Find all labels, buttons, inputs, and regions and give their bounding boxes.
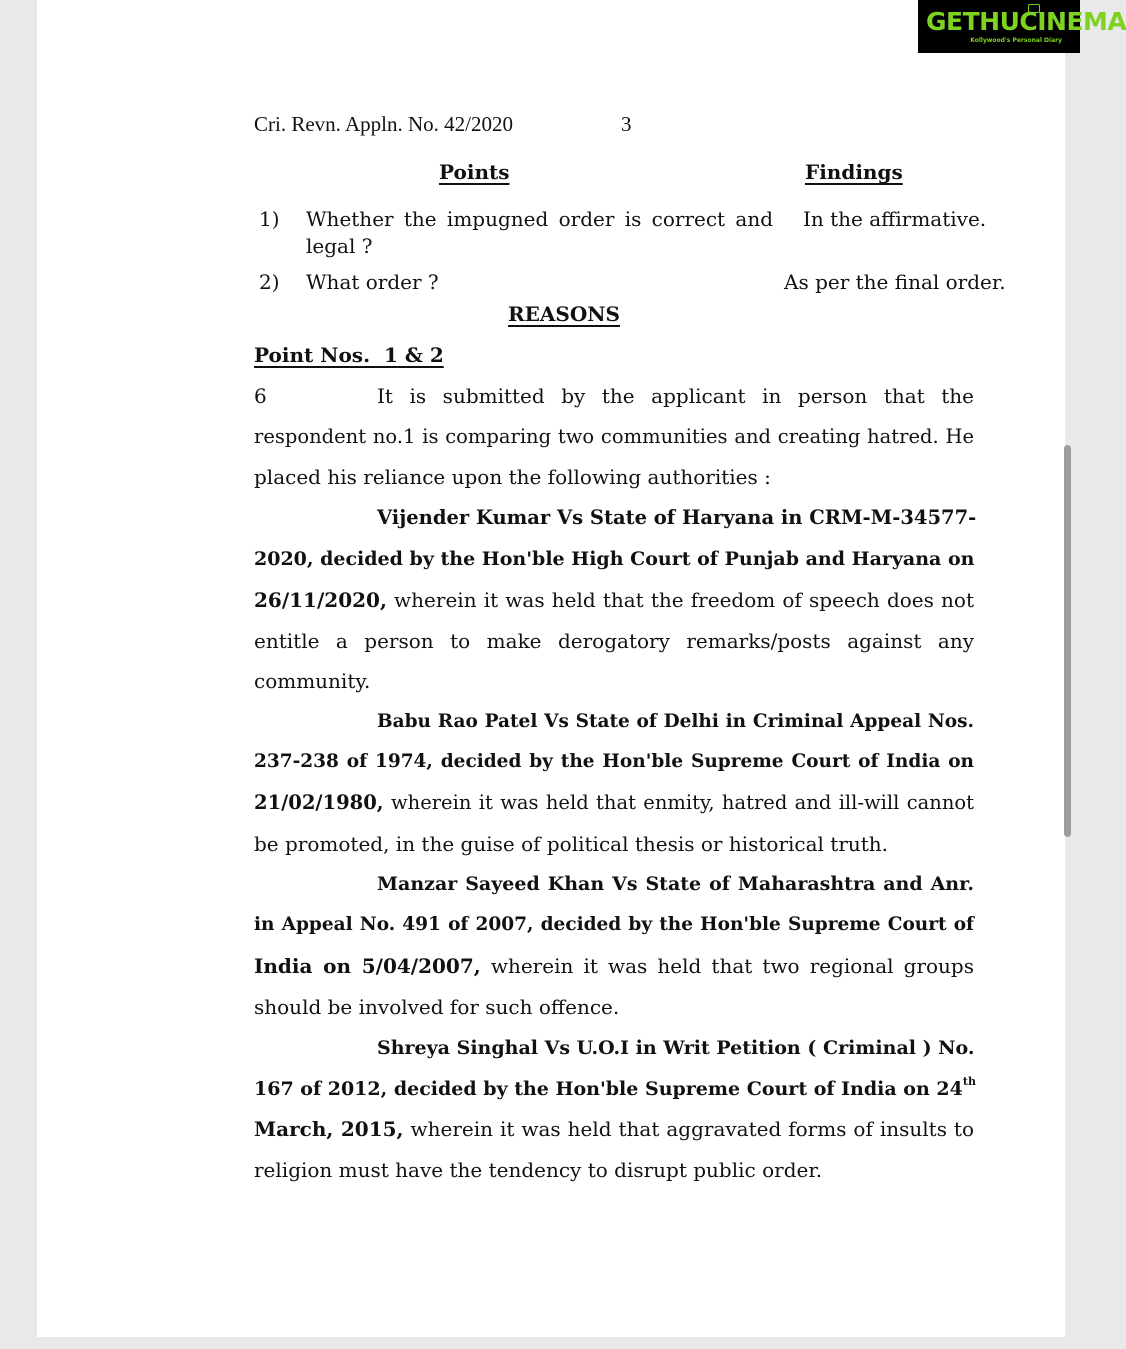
point-nos-heading: Point Nos. 1 & 2 xyxy=(254,343,444,367)
paragraph-line: placed his reliance upon the following authorities : xyxy=(254,465,771,489)
authority-4-title: Shreya Singhal Vs U.O.I in Writ Petition ( Criminal ) No. xyxy=(377,1037,975,1059)
authority-4-holding-text: wherein it was held that aggravated forms of insults to xyxy=(403,1117,974,1141)
authority-3-title: Manzar Sayeed Khan Vs State of Maharashtra and Anr. xyxy=(377,873,974,895)
point-1-question-cont: legal ? xyxy=(306,234,373,258)
paragraph-line: It is submitted by the applicant in person that the xyxy=(377,384,974,408)
authority-2-holding-text: wherein it was held that enmity, hatred and ill-will cannot xyxy=(383,791,974,814)
authority-1-date: 26/11/2020, xyxy=(254,588,387,612)
point-2-number: 2) xyxy=(259,270,280,294)
findings-heading: Findings xyxy=(805,160,903,184)
authority-2-holding-end: be promoted, in the guise of political thesis or historical truth. xyxy=(254,832,889,856)
authority-3-holding xyxy=(254,953,974,979)
authority-4-holding xyxy=(254,1116,974,1142)
point-1-number: 1) xyxy=(259,207,280,231)
watermark-subtitle: Kollywood's Personal Diary xyxy=(970,37,1062,44)
authority-4-court-text: 167 of 2012, decided by the Hon'ble Supreme Court of India on 24 xyxy=(254,1078,963,1100)
authority-1-holding-text: wherein it was held that the freedom of speech does not xyxy=(386,588,974,612)
camera-icon xyxy=(1028,4,1040,13)
authority-3-court: in Appeal No. 491 of 2007, decided by the Hon'ble Supreme Court of xyxy=(254,914,974,935)
paragraph-number: 6 xyxy=(254,384,267,408)
authority-3-date: India on 5/04/2007, xyxy=(254,954,481,978)
point-1-question: Whether the impugned order is correct and xyxy=(306,207,773,231)
authority-3-holding-end: should be involved for such offence. xyxy=(254,995,620,1019)
authority-1-holding xyxy=(254,587,974,613)
reasons-heading: REASONS xyxy=(508,302,620,326)
authority-4-date: March, 2015, xyxy=(254,1117,404,1141)
authority-4-holding-end: religion must have the tendency to disrupt public order. xyxy=(254,1158,823,1182)
point-1-finding: In the affirmative. xyxy=(803,207,987,231)
authority-3-holding-text: wherein it was held that two regional groups xyxy=(480,954,975,978)
point-2-finding: As per the final order. xyxy=(784,270,1006,294)
case-reference: Cri. Revn. Appln. No. 42/2020 xyxy=(254,112,514,136)
ordinal-suffix: th xyxy=(962,1075,976,1088)
authority-1-holding-end: community. xyxy=(254,669,371,693)
scrollbar-thumb[interactable] xyxy=(1064,445,1071,837)
watermark-logo xyxy=(918,0,1126,53)
paragraph-line: respondent no.1 is comparing two communities and creating hatred. He xyxy=(254,425,974,448)
authority-1-holding-cont: entitle a person to make derogatory remarks/posts against any xyxy=(254,629,974,653)
points-heading: Points xyxy=(439,160,510,184)
authority-2-title: Babu Rao Patel Vs State of Delhi in Criminal Appeal Nos. xyxy=(377,711,974,732)
authority-2-date: 21/02/1980, xyxy=(254,791,384,814)
authority-2-holding xyxy=(254,790,974,816)
authority-4-court xyxy=(254,1076,974,1102)
authority-1-court: 2020, decided by the Hon'ble High Court of Punjab and Haryana on xyxy=(254,548,975,570)
authority-1-title: Vijender Kumar Vs State of Haryana in CRM-M-34577- xyxy=(377,506,977,529)
watermark-title: GETHUCINEMA xyxy=(926,7,1126,36)
point-2-question: What order ? xyxy=(306,270,439,294)
page-number: 3 xyxy=(621,112,632,136)
authority-2-court: 237-238 of 1974, decided by the Hon'ble Supreme Court of India on xyxy=(254,751,974,772)
